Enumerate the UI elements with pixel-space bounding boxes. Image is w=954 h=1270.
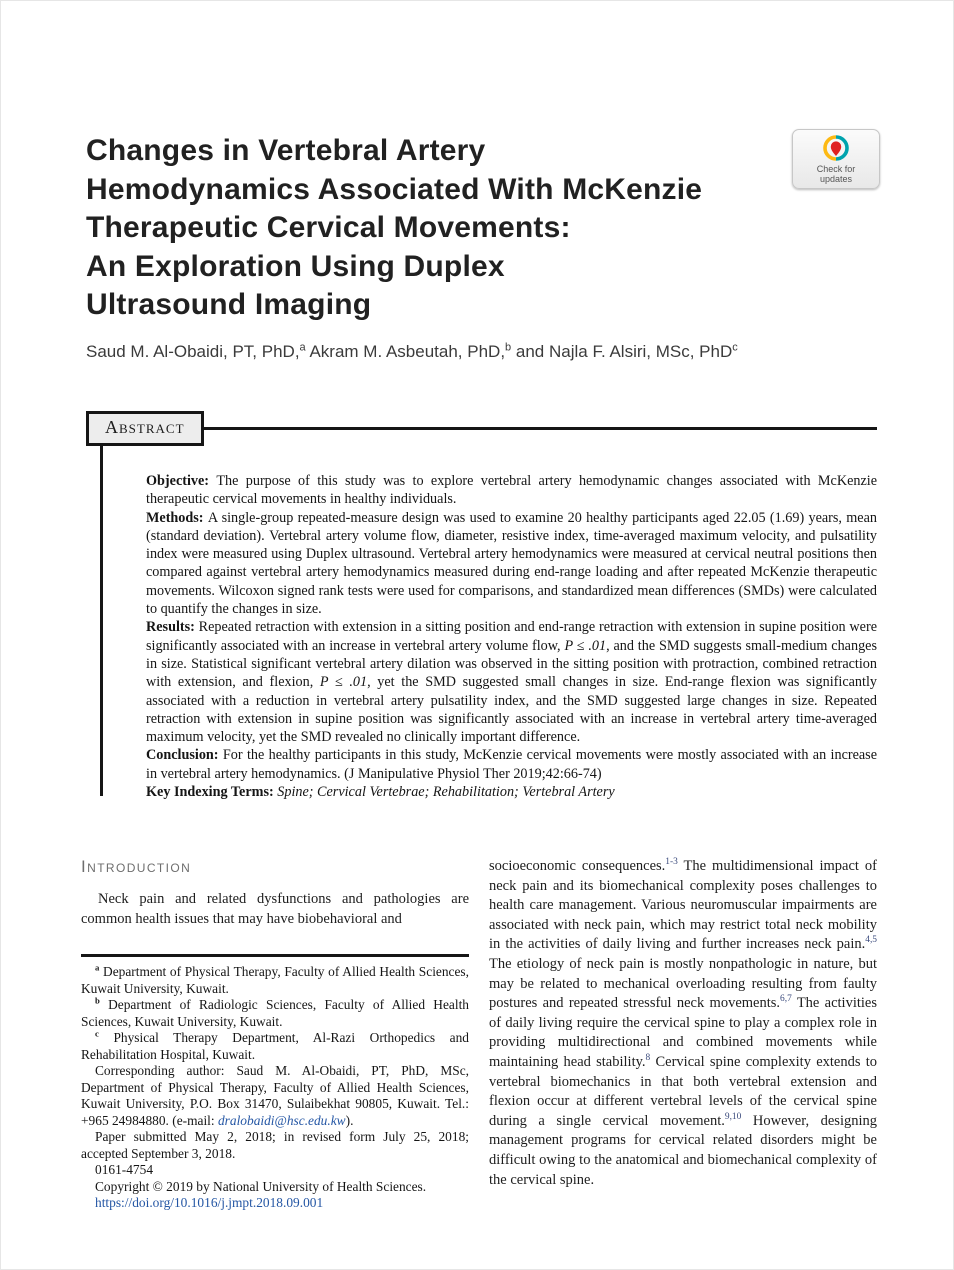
footnote-issn: 0161-4754 <box>95 1162 154 1178</box>
abstract-results: Results: Repeated retraction with extension in a sitting position and end-range retraction with extension in supine position were significantly associated with an increase in vertebral artery volume flow, P ≤ .01, and the SMD suggests small-medium changes in size. Statistical significant vertebral artery dilation was observed in the sitting position with protraction, combined retraction with extension, and flexion, P ≤ .01, yet the SMD suggested small changes in size. End-range flexion was significantly associated with a reduction in vertebral artery pulsatility index, and the SMD suggested large changes in size. Repeated retraction with extension in supine position was significantly associated with an increase in vertebral artery time-averaged maximum velocity, yet the SMD revealed no clinically important difference. <box>146 619 877 746</box>
footnote-corresponding-author: Corresponding author: Saud M. Al-Obaidi, PT, PhD, MSc, Department of Physical Therapy, Faculty of Allied Health Sciences, Kuwait University, P.O. Box 31470, Sulaibekhat 90805, Kuwait. Tel.: +965 24984880. (e-mail: dralobaidi@hsc.edu.kw). <box>81 1063 469 1128</box>
abstract-key-indexing-terms: Key Indexing Terms: Spine; Cervical Vertebrae; Rehabilitation; Vertebral Artery <box>146 784 615 801</box>
two-column-section <box>81 857 877 1212</box>
title-line-2: Hemodynamics Associated With McKenzie <box>86 172 703 206</box>
badge-label-line-2: updates <box>819 174 853 184</box>
abstract-objective: Objective: The purpose of this study was to explore vertebral artery hemodynamic changes associated with McKenzie therapeutic cervical movements in healthy individuals. <box>146 473 878 508</box>
title-line-3: Therapeutic Cervical Movements: <box>86 211 571 244</box>
footnote-affiliation-c: $^c$ Physical Therapy Department, Al-Razi Orthopedics and Rehabilitation Hospital, Kuwait. <box>81 1028 469 1062</box>
abstract-body <box>146 472 877 801</box>
abstract-vertical-rule <box>100 444 103 796</box>
abstract-horizontal-rule <box>204 427 877 430</box>
footnote-doi-link <box>81 1195 469 1212</box>
footnote-affiliation-b: $^b$ Department of Radiologic Sciences, Faculty of Allied Health Sciences, Kuwait University, Kuwait. <box>81 995 469 1029</box>
title-line-5: Ultrasound Imaging <box>86 288 372 321</box>
reference-citation[interactable]: 4,5 <box>865 935 877 946</box>
footnote-divider <box>81 954 469 957</box>
check-for-updates-badge[interactable] <box>792 129 880 189</box>
title-line-4: An Exploration Using Duplex <box>86 249 505 283</box>
abstract-header <box>86 411 877 446</box>
left-column <box>81 857 469 1212</box>
abstract-conclusion: Conclusion: For the healthy participants in this study, McKenzie cervical movements were mostly associated with an increase in vertebral artery hemodynamics. (J Manipulative Physiol Ther 2019;42:66-74) <box>146 747 877 782</box>
abstract-methods: Methods: A single-group repeated-measure design was used to examine 20 healthy participants aged 22.05 (1.69) years, mean (standard deviation). Vertebral artery volume flow, diameter, resistive index, time-averaged maximum velocity, and pulsatility index were measured using Duplex ultrasound. Vertebral artery hemodynamics were measured at cervical neutral positions then compared against vertebral artery hemodynamics measured during end-range loading and after repeated McKenzie therapeutic movements. Wilcoxon signed rank tests were used for comparisons, and standardized mean differences (SMDs) were calculated to quantify the changes in size. <box>146 509 877 618</box>
reference-citation[interactable]: 8 <box>645 1053 651 1064</box>
introduction-paragraph-left: Neck pain and related dysfunctions and pathologies are common health issues that may have biobehavioral and <box>81 891 469 927</box>
badge-label-line-1: Check for <box>816 164 856 174</box>
footnote-submission-dates: Paper submitted May 2, 2018; in revised form July 25, 2018; accepted September 3, 2018. <box>81 1129 469 1161</box>
title-line-1: Changes in Vertebral Artery <box>86 134 486 167</box>
hyperlink[interactable]: dralobaidi@hsc.edu.kw <box>217 1112 346 1128</box>
author-line: Saud M. Al-Obaidi, PT, PhD,$^a$ Akram M. Asbeutah, PhD,$^b$ and Najla F. Alsiri, MSc, PhD$^c$ <box>86 341 738 361</box>
footnotes-block <box>81 964 469 1212</box>
reference-citation[interactable]: 9,10 <box>724 1111 742 1122</box>
article-title <box>86 132 781 325</box>
footnote-copyright: Copyright © 2019 by National University of Health Sciences. <box>95 1178 427 1194</box>
footnote-affiliation-a: $^a$ Department of Physical Therapy, Faculty of Allied Health Sciences, Kuwait University, Kuwait. <box>81 962 469 996</box>
crossmark-icon <box>821 134 851 164</box>
reference-citation[interactable]: 6,7 <box>780 994 792 1005</box>
introduction-heading: Introduction <box>81 857 192 876</box>
reference-citation[interactable]: 1-3 <box>665 857 678 868</box>
abstract-label: Abstract <box>86 411 204 446</box>
introduction-paragraph-right: socioeconomic consequences.$^{1-3}$ The multidimensional impact of neck pain and its biomechanical complexity poses challenges to health care management. Various neuromuscular impairments are associated with neck pain, which may restrict total neck mobility in the activities of daily living and further increases neck pain.$^{4,5}$ The etiology of neck pain is mostly nonpathologic in nature, but may be related to mechanical overloading resulting from faulty postures and repeated stressful neck movements.$^{6,7}$ The activities of daily living require the cervical spine to play a complex role in providing multidirectional and combined movements while maintaining head stability.$^8$ Cervical spine complexity extends to vertebral biomechanics in that both vertebral extension and flexion occur at different vertebral levels of the cervical spine during a single cervical movement.$^{9,10}$ However, designing management programs for cervical related disorders might be difficult owing to the anatomical and biomechanical complexity of the cervical spine. <box>489 857 878 1188</box>
right-column <box>489 857 877 1212</box>
hyperlink[interactable]: https://doi.org/10.1016/j.jmpt.2018.09.001 <box>95 1195 324 1211</box>
